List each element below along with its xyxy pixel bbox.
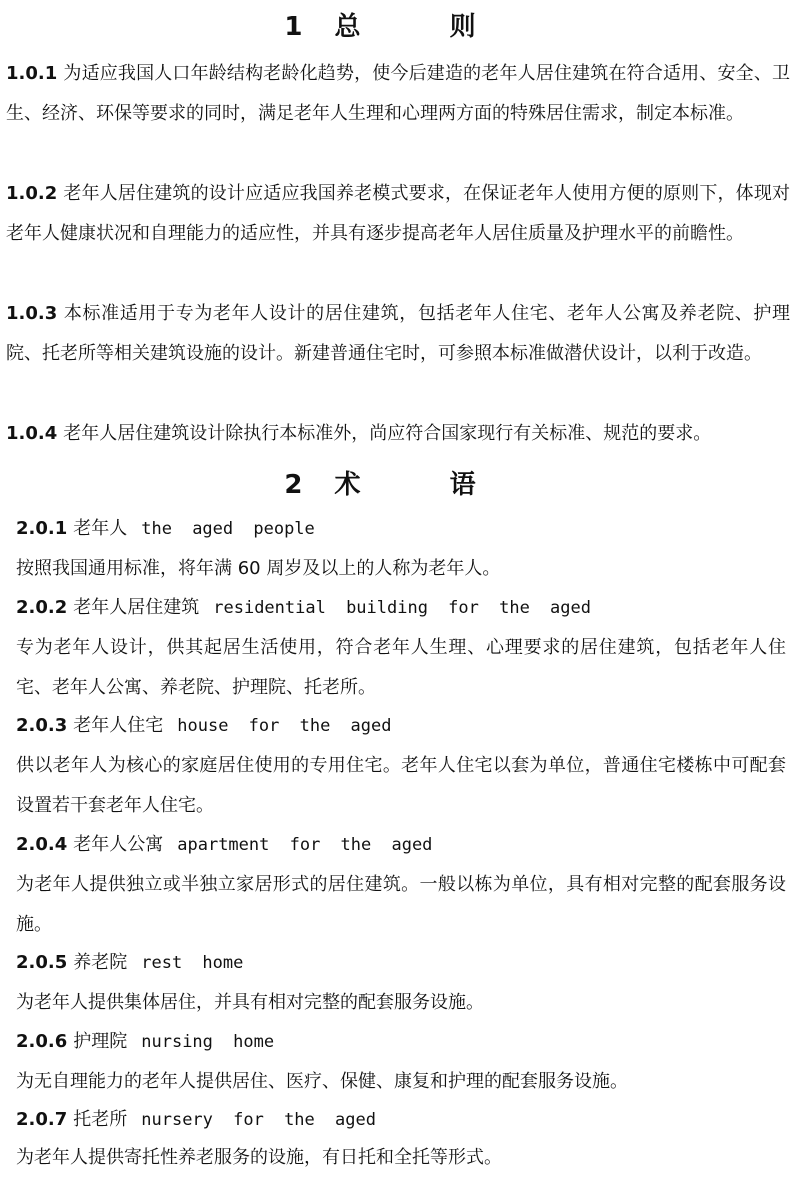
term-code: 2.0.4: [16, 834, 68, 855]
clause-text: 本标准适用于专为老年人设计的居住建筑，包括老年人住宅、老年人公寓及养老院、护理院、托老所等相关建筑设施的设计。新建普通住宅时，可参照本标准做潜伏设计，以利于改造。: [6, 303, 790, 364]
term-en: residential building for the aged: [213, 598, 592, 618]
term-2-0-4: [16, 832, 786, 858]
term-code: 2.0.7: [16, 1109, 68, 1130]
term-zh: 护理院: [73, 1031, 128, 1052]
term-2-0-6-definition: 为无自理能力的老年人提供居住、医疗、保健、康复和护理的配套服务设施。: [16, 1071, 628, 1092]
clause-code: 1.0.2: [6, 183, 58, 204]
term-2-0-1: [16, 516, 786, 542]
chapter-2-number: 2: [284, 470, 305, 500]
term-2-0-2: [16, 595, 786, 621]
term-2-0-4-definition: 为老年人提供独立或半独立家居形式的居住建筑。一般以栋为单位，具有相对完整的配套服务设施。: [16, 874, 786, 935]
clause-code: 1.0.1: [6, 63, 58, 84]
term-2-0-5: [16, 950, 786, 976]
term-code: 2.0.6: [16, 1031, 68, 1052]
term-zh: 养老院: [73, 952, 128, 973]
clause-code: 1.0.3: [6, 303, 58, 324]
term-en: house for the aged: [177, 716, 392, 736]
term-en: the aged people: [141, 519, 315, 539]
term-en: nursing home: [141, 1032, 275, 1052]
term-2-0-6: [16, 1029, 786, 1055]
clause-1-0-2: [6, 174, 790, 254]
chapter-2-title: 术 语: [334, 470, 516, 500]
clause-text: 老年人居住建筑设计除执行本标准外，尚应符合国家现行有关标准、规范的要求。: [63, 423, 712, 444]
term-2-0-7-definition: 为老年人提供寄托性养老服务的设施，有日托和全托等形式。: [16, 1147, 502, 1168]
term-2-0-3: [16, 713, 786, 739]
clause-text: 为适应我国人口年龄结构老龄化趋势，使今后建造的老年人居住建筑在符合适用、安全、卫生、经济、环保等要求的同时，满足老年人生理和心理两方面的特殊居住需求，制定本标准。: [6, 63, 790, 124]
term-en: rest home: [141, 953, 244, 973]
term-2-0-1-definition: 按照我国通用标准，将年满 60 周岁及以上的人称为老年人。: [16, 558, 501, 579]
term-code: 2.0.5: [16, 952, 68, 973]
term-2-0-7: [16, 1107, 786, 1133]
term-2-0-2-definition: 专为老年人设计，供其起居生活使用，符合老年人生理、心理要求的居住建筑，包括老年人住宅、老年人公寓、养老院、护理院、托老所。: [16, 637, 786, 698]
term-code: 2.0.3: [16, 715, 68, 736]
term-zh: 老年人: [73, 518, 128, 539]
term-2-0-3-definition: 供以老年人为核心的家庭居住使用的专用住宅。老年人住宅以套为单位，普通住宅楼栋中可配套设置若干套老年人住宅。: [16, 755, 786, 816]
clause-1-0-1: [6, 54, 790, 134]
chapter-1-number: 1: [284, 12, 305, 42]
chapter-1-title: 总 则: [334, 12, 516, 42]
chapter-2-heading: [0, 464, 800, 501]
term-en: apartment for the aged: [177, 835, 433, 855]
term-zh: 老年人住宅: [73, 715, 164, 736]
clause-code: 1.0.4: [6, 423, 58, 444]
term-zh: 托老所: [73, 1109, 128, 1130]
chapter-1-heading: [0, 6, 800, 43]
term-code: 2.0.1: [16, 518, 68, 539]
term-en: nursery for the aged: [141, 1110, 376, 1130]
term-2-0-5-definition: 为老年人提供集体居住，并具有相对完整的配套服务设施。: [16, 992, 484, 1013]
term-zh: 老年人居住建筑: [73, 597, 200, 618]
clause-1-0-3: [6, 294, 790, 374]
clause-1-0-4: [6, 414, 790, 454]
clause-text: 老年人居住建筑的设计应适应我国养老模式要求，在保证老年人使用方便的原则下，体现对老年人健康状况和自理能力的适应性，并具有逐步提高老年人居住质量及护理水平的前瞻性。: [6, 183, 790, 244]
term-zh: 老年人公寓: [73, 834, 164, 855]
term-code: 2.0.2: [16, 597, 68, 618]
